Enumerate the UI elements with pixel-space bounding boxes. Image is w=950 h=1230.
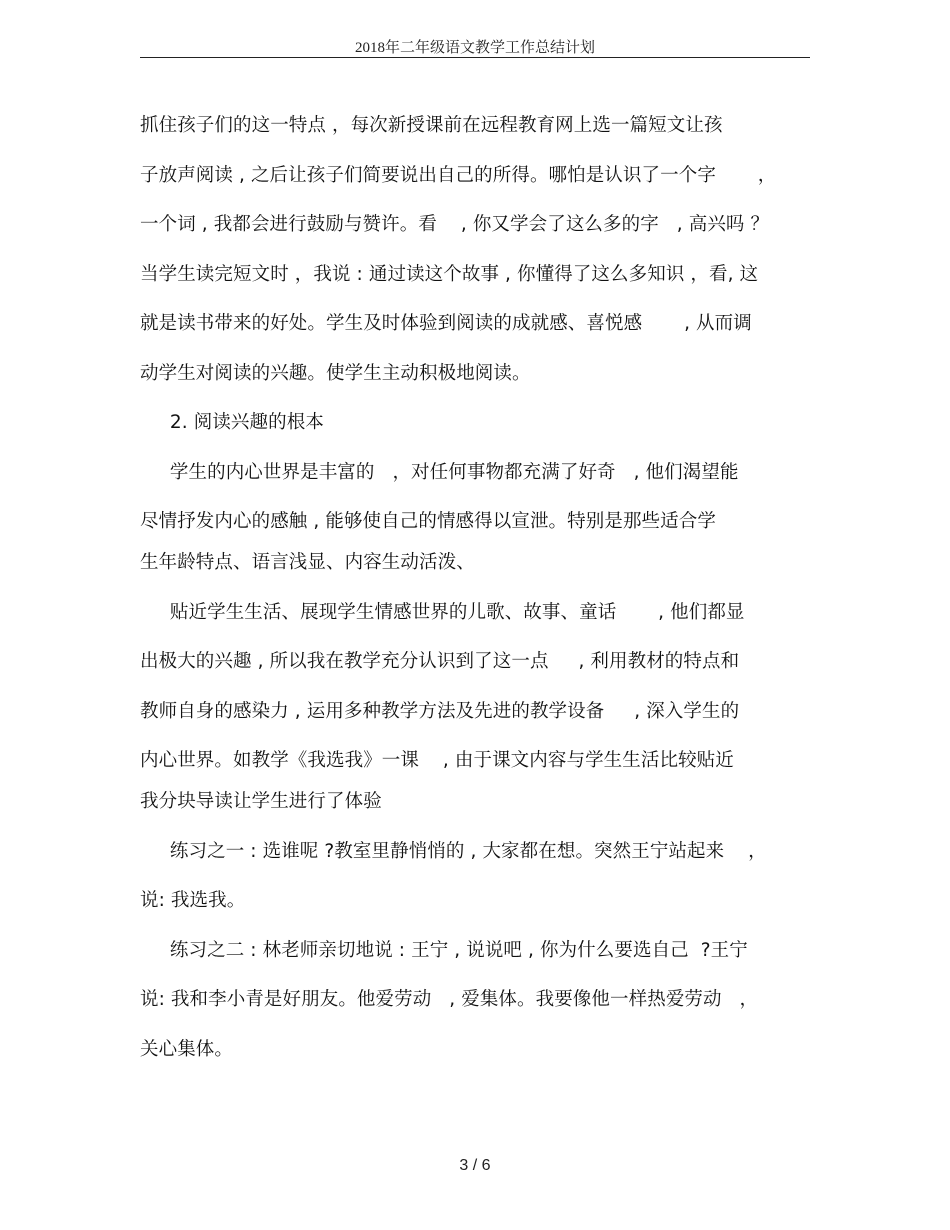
body-line: 动学生对阅读的兴趣。使学生主动积极地阅读。 [140,362,531,384]
body-line: 说: 我和李小青是好朋友。他爱劳动 , 爱集体。我要像他一样热爱劳动 ， [140,989,759,1010]
section-heading: 2. 阅读兴趣的根本 [140,412,324,433]
body-line: 抓住孩子们的这一特点 ，每次新授课前在远程教育网上选一篇短文让孩 [140,115,723,136]
body-line: 当学生读完短文时 ，我说 : 通过读这个故事 , 你懂得了这么多知识 ，看, 这 [140,263,759,285]
body-line: 尽情抒发内心的感触 , 能够使自己的情感得以宣泄。特别是那些适合学 [140,511,716,532]
body-line: 内心世界。如教学《我选我》一课 , 由于课文内容与学生生活比较贴近 [140,750,734,771]
body-line: 学生的内心世界是丰富的 ，对任何事物都充满了好奇 , 他们渴望能 [140,461,739,483]
body-line: 一个词 , 我都会进行鼓励与赞许。看 , 你又学会了这么多的字 , 高兴吗 ？ [140,214,770,235]
body-line: 练习之二 : 林老师亲切地说 : 王宁 , 说说吧 , 你为什么要选自己 ?王宁 [140,939,748,961]
body-line: 就是读书带来的好处。学生及时体验到阅读的成就感、喜悦感 , 从而调 [140,313,752,334]
body-line: 出极大的兴趣 , 所以我在教学充分认识到了这一点 , 利用教材的特点和 [140,651,740,672]
page-number: 3 / 6 [459,1157,491,1174]
header-divider [140,57,810,58]
body-line: 子放声阅读 , 之后让孩子们简要说出自己的所得。哪怕是认识了一个字 ， [140,164,777,186]
body-line: 关心集体。 [140,1038,234,1060]
body-line: 生年龄特点、语言浅显、内容生动活泼、 [140,552,475,573]
body-line: 我分块导读让学生进行了体验 [140,791,382,812]
body-line: 练习之一 : 选谁呢 ?教室里静悄悄的 , 大家都在想。突然王宁站起来 ， [140,840,767,862]
body-line: 教师自身的感染力 , 运用多种教学方法及先进的教学设备 , 深入学生的 [140,700,740,722]
page-header-title: 2018年二年级语文教学工作总结计划 [354,40,595,56]
body-line: 说: 我选我。 [140,890,246,911]
body-line: 贴近学生生活、展现学生情感世界的儿歌、故事、童话 , 他们都显 [140,601,745,623]
document-body [140,108,820,1081]
